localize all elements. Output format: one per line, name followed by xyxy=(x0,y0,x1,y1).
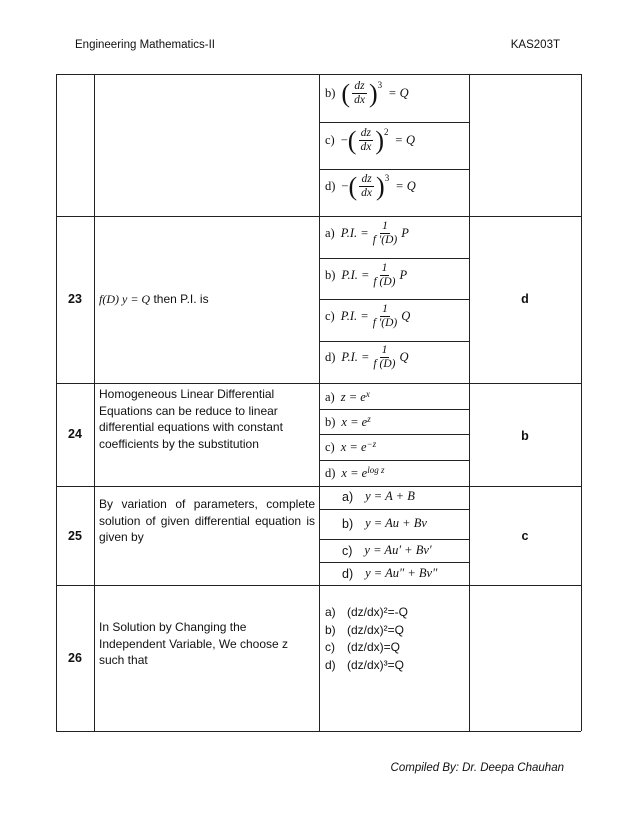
option-d: d) P.I. = $\frac{1}{f (D)}$ Q xyxy=(325,344,409,370)
option-b: b) ( $\frac{dz}{dx}$ ) $^3$ = Q xyxy=(325,78,409,108)
question-text: f(D) y = Q then P.I. is xyxy=(99,292,209,306)
option-c: c) − ( $\frac{dz}{dx}$ ) $^2$ = Q xyxy=(325,125,416,155)
option-d: d) − ( $\frac{dz}{dx}$ ) $^3$ = Q xyxy=(325,171,416,201)
option-b: b) y = Au + Bv xyxy=(342,516,427,531)
question-number: 26 xyxy=(68,651,82,665)
option-c: c) (dz/dx)=Q xyxy=(325,640,401,654)
option-c: c) x = e $^{-z}$ xyxy=(325,438,377,454)
option-a: a) y = A + B xyxy=(342,489,415,504)
page-footer: Compiled By: Dr. Deepa Chauhan xyxy=(390,762,564,774)
answer-key: b xyxy=(521,429,529,443)
option-c: c) P.I. = $\frac{1}{f '(D)}$ Q xyxy=(325,303,411,329)
answer-key: d xyxy=(521,292,529,306)
option-list xyxy=(325,604,408,674)
question-text: Homogeneous Linear Differential Equations can be reduce to linear differential equations with constant coefficients by the substitution xyxy=(99,387,283,451)
option-d: d) (dz/dx)³=Q xyxy=(325,657,405,672)
option-b: b) x = e $^z$ xyxy=(325,413,371,429)
question-text: In Solution by Changing the Independent Variable, We choose z such that xyxy=(99,620,289,667)
question-text: By variation of parameters, complete solution of given differential equation is given by xyxy=(99,497,315,544)
option-b: b) P.I. = $\frac{1}{f (D)}$ P xyxy=(325,262,408,288)
option-a: a) P.I. = $\frac{1}{f '(D)}$ P xyxy=(325,220,409,246)
question-number: 23 xyxy=(68,292,82,306)
question-number: 25 xyxy=(68,529,82,543)
option-b: b) (dz/dx)²=Q xyxy=(325,622,405,637)
option-d: d) y = Au″ + Bv″ xyxy=(342,566,438,581)
option-a: a) z = e $^x$ xyxy=(325,388,370,404)
option-c: c) y = Au′ + Bv′ xyxy=(342,543,432,558)
question-number: 24 xyxy=(68,427,82,441)
option-d: d) x = e $^{log z}$ xyxy=(325,464,385,480)
course-code: KAS203T xyxy=(510,39,560,51)
option-a: a) (dz/dx)²=-Q xyxy=(325,605,409,619)
answer-key: c xyxy=(521,529,529,543)
course-title: Engineering Mathematics-II xyxy=(75,39,215,51)
